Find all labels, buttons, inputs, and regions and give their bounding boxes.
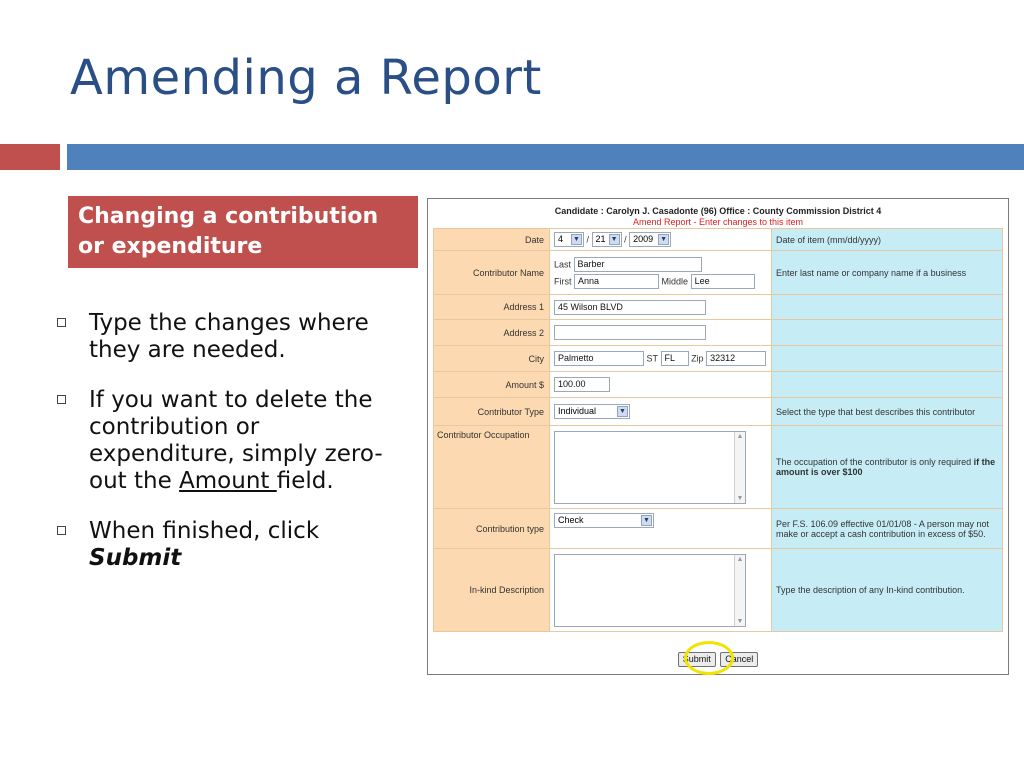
scrollbar[interactable]: ▲ ▼ xyxy=(734,432,745,503)
first-name-field[interactable]: Anna xyxy=(574,274,659,289)
zip-field[interactable]: 32312 xyxy=(706,351,766,366)
date-help: Date of item (mm/dd/yyyy) xyxy=(772,229,1003,251)
bullet-item: When finished, click Submit xyxy=(50,518,410,572)
inkind-textarea[interactable] xyxy=(554,554,746,627)
chevron-down-icon: ▼ xyxy=(641,515,652,526)
date-label: Date xyxy=(434,229,550,251)
bullet-list xyxy=(50,310,410,595)
row-address1 xyxy=(434,295,1003,320)
chevron-down-icon: ▼ xyxy=(658,234,669,245)
occupation-help: The occupation of the contributor is only required if the amount is over $100 xyxy=(772,426,1003,509)
row-date: Date 4 ▼ / 21 ▼ / 2009 ▼ Date of item (mm/dd/yyyy) xyxy=(434,229,1003,251)
square-bullet-icon xyxy=(57,526,66,535)
square-bullet-icon xyxy=(57,318,66,327)
chevron-down-icon: ▼ xyxy=(609,234,620,245)
date-day-select[interactable]: 21 ▼ xyxy=(592,232,622,247)
address2-field[interactable] xyxy=(554,325,706,340)
address1-label: Address 1 xyxy=(434,295,550,320)
date-year-select[interactable]: 2009 ▼ xyxy=(629,232,671,247)
date-month-select[interactable]: 4 ▼ xyxy=(554,232,584,247)
row-contributor-name xyxy=(434,251,1003,295)
candidate-line: Candidate : Carolyn J. Casadonte (96) Office : County Commission District 4 xyxy=(554,206,882,216)
occupation-textarea[interactable] xyxy=(554,431,746,504)
first-label: First xyxy=(554,276,572,286)
inkind-label: In-kind Description xyxy=(434,549,550,632)
row-contributor-type xyxy=(434,398,1003,426)
accent-bar-red xyxy=(0,144,60,170)
chevron-down-icon: ▼ xyxy=(571,234,582,245)
row-contribution-type xyxy=(434,509,1003,549)
highlight-circle xyxy=(684,641,734,675)
square-bullet-icon xyxy=(57,395,66,404)
row-amount xyxy=(434,372,1003,398)
contribution-type-select[interactable]: Check ▼ xyxy=(554,513,654,528)
chevron-down-icon: ▼ xyxy=(617,406,628,417)
contribution-type-label: Contribution type xyxy=(434,509,550,549)
row-address2 xyxy=(434,320,1003,346)
address2-label: Address 2 xyxy=(434,320,550,346)
contributor-name-help: Enter last name or company name if a business xyxy=(772,251,1003,295)
accent-bar-blue xyxy=(67,144,1024,170)
report-header xyxy=(428,199,1008,228)
submit-reference: Submit xyxy=(89,545,182,571)
amount-field[interactable]: 100.00 xyxy=(554,377,610,392)
city-label: City xyxy=(434,346,550,372)
cancel-button[interactable]: Cancel xyxy=(720,652,758,667)
amount-reference: Amount xyxy=(179,468,277,494)
submit-button[interactable]: Submit xyxy=(678,652,716,667)
scrollbar[interactable]: ▲ ▼ xyxy=(734,555,745,626)
state-field[interactable]: FL xyxy=(661,351,689,366)
contribution-form xyxy=(433,228,1003,632)
bullet-item: Type the changes where they are needed. xyxy=(50,310,410,364)
last-name-field[interactable]: Barber xyxy=(574,257,702,272)
callout-box: Changing a contribution or expenditure xyxy=(68,196,418,268)
occupation-label: Contributor Occupation xyxy=(434,426,550,509)
middle-name-field[interactable]: Lee xyxy=(691,274,755,289)
city-field[interactable]: Palmetto xyxy=(554,351,644,366)
contributor-type-label: Contributor Type xyxy=(434,398,550,426)
last-label: Last xyxy=(554,259,572,269)
row-inkind xyxy=(434,549,1003,632)
address1-field[interactable]: 45 Wilson BLVD xyxy=(554,300,706,315)
middle-label: Middle xyxy=(661,276,689,286)
row-occupation xyxy=(434,426,1003,509)
contribution-type-help: Per F.S. 106.09 effective 01/01/08 - A person may not make or accept a cash contribution in excess of $50. xyxy=(772,509,1003,549)
bullet-item: If you want to delete the contribution or expenditure, simply zero-out the Amount field. xyxy=(50,387,410,495)
amount-label: Amount $ xyxy=(434,372,550,398)
inkind-help: Type the description of any In-kind contribution. xyxy=(772,549,1003,632)
contributor-type-select[interactable]: Individual ▼ xyxy=(554,404,630,419)
row-city xyxy=(434,346,1003,372)
contributor-name-label: Contributor Name xyxy=(434,251,550,295)
zip-label: Zip xyxy=(691,353,704,364)
amend-instruction: Amend Report - Enter changes to this item xyxy=(632,217,804,227)
contributor-type-help: Select the type that best describes this contributor xyxy=(772,398,1003,426)
slide-title: Amending a Report xyxy=(70,50,542,106)
state-label: ST xyxy=(646,353,659,364)
amend-report-screenshot xyxy=(427,198,1009,675)
